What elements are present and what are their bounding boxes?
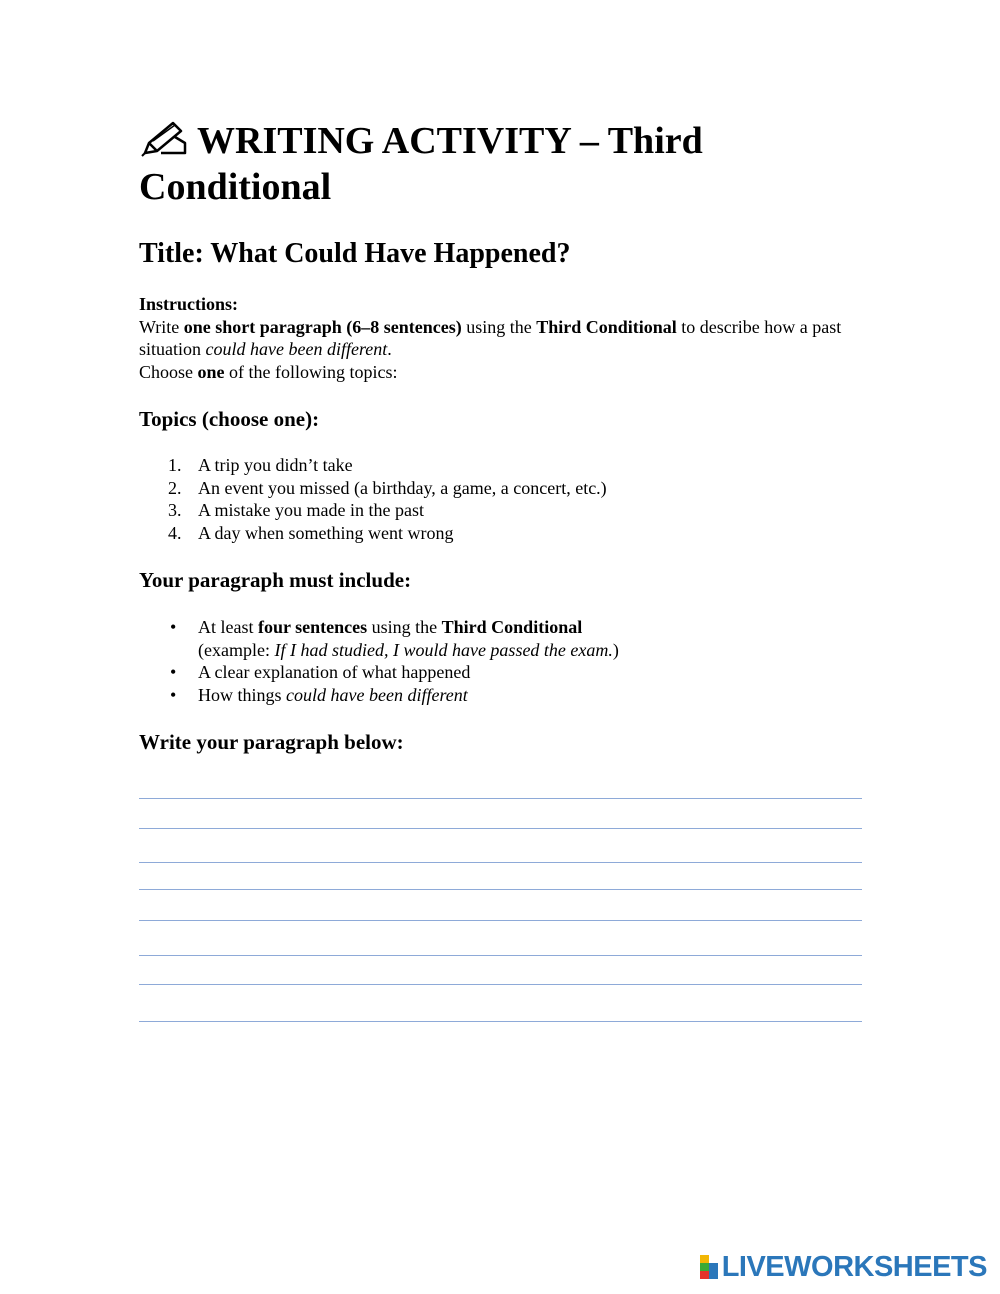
write-heading: Write your paragraph below: (139, 730, 404, 754)
writing-line[interactable] (139, 984, 862, 985)
instr-text: using the (461, 316, 537, 337)
req-bold: four sentences (258, 617, 368, 637)
list-number: 3. (168, 500, 182, 520)
req-text: (example: (198, 639, 275, 660)
topics-heading: Topics (choose one): (139, 407, 320, 431)
logo-wordmark: LIVEWORKSHEETS (721, 1250, 987, 1283)
instr-text: Write (139, 316, 184, 337)
writing-line[interactable] (139, 862, 862, 863)
requirements-heading: Your paragraph must include: (139, 568, 412, 592)
req-text: using the (367, 617, 442, 637)
instr-text: to describe how a past situation (139, 316, 842, 359)
writing-line[interactable] (139, 798, 862, 799)
instr-text: of the following topics: (224, 361, 398, 382)
topic-text: An event you missed (a birthday, a game, a concert, etc.) (198, 477, 607, 498)
liveworksheets-logo (700, 1252, 987, 1282)
bullet-marker: • (170, 662, 177, 682)
instr-bold-one: one (197, 361, 225, 382)
writing-line[interactable] (139, 920, 862, 921)
req-text: How things (198, 684, 287, 705)
instr-text: . (387, 339, 392, 359)
instr-bold-length: one short paragraph (6–8 sentences) (183, 316, 462, 337)
instructions-heading: Instructions: (139, 294, 239, 314)
writing-line[interactable] (139, 828, 862, 829)
req-bold: Third Conditional (441, 617, 583, 637)
req-text: A clear explanation of what happened (198, 662, 471, 682)
req-italic: could have been different (286, 684, 468, 705)
bullet-marker: • (170, 684, 177, 705)
list-number: 1. (168, 455, 182, 475)
list-number: 2. (168, 477, 182, 498)
instr-bold-grammar: Third Conditional (536, 316, 677, 337)
instr-italic: could have been different (205, 339, 388, 359)
req-text: ) (612, 639, 619, 660)
instr-text: Choose (139, 361, 198, 382)
req-example: If I had studied, I would have passed the exam. (274, 639, 613, 660)
writing-line[interactable] (139, 955, 862, 956)
writing-line[interactable] (139, 1021, 862, 1022)
page-title-line2: Conditional (139, 166, 332, 208)
topic-text: A mistake you made in the past (198, 500, 424, 520)
topic-text: A trip you didn’t take (198, 455, 353, 475)
answer-area[interactable] (139, 0, 864, 1294)
bullet-marker: • (170, 617, 177, 637)
req-text: At least (198, 617, 258, 637)
topic-text: A day when something went wrong (198, 522, 454, 543)
writing-line[interactable] (139, 889, 862, 890)
logo-mark-icon (700, 1255, 718, 1279)
activity-subtitle: Title: What Could Have Happened? (139, 238, 571, 269)
list-number: 4. (168, 522, 182, 543)
page-title-line1: WRITING ACTIVITY – Third (197, 120, 703, 162)
